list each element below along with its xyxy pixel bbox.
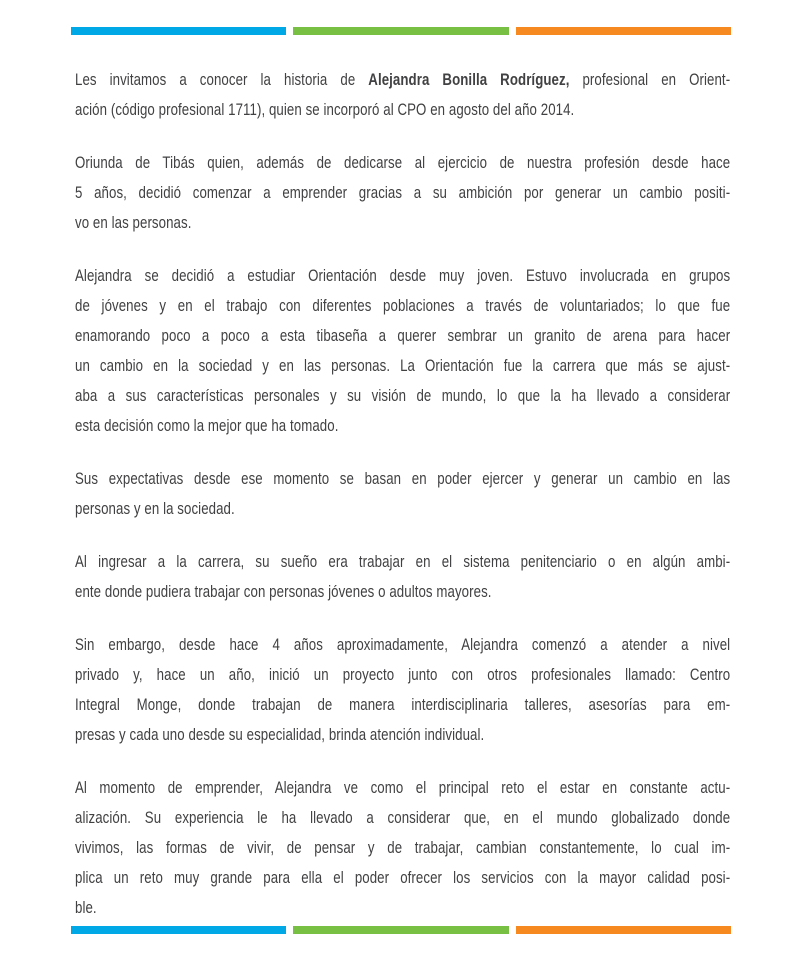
- text-segment: aba a sus características personales y su visión de mundo, lo que la ha llevado a considerar: [75, 386, 731, 405]
- bottom-divider-bars: [71, 926, 731, 934]
- text-segment: alización. Su experiencia le ha llevado a considerar que, en el mundo globalizado donde: [75, 808, 731, 827]
- text-segment: enamorando poco a poco a esta tibaseña a querer sembrar un granito de arena para hacer: [75, 326, 731, 345]
- text-line: [75, 178, 730, 208]
- text-line: [75, 660, 730, 690]
- text-segment: Al momento de emprender, Alejandra ve como el principal reto el estar en constante actu-: [75, 778, 731, 797]
- text-segment: de jóvenes y en el trabajo con diferentes poblaciones a través de voluntariados; lo que fue: [75, 296, 731, 315]
- text-line: [75, 148, 730, 178]
- text-line: [75, 381, 730, 411]
- article-paragraph-6: [75, 630, 730, 750]
- text-line: [75, 893, 730, 923]
- text-segment: vo en las personas.: [75, 213, 192, 232]
- top-divider-bars: [71, 27, 731, 35]
- text-line: [75, 351, 730, 381]
- text-line: [75, 291, 730, 321]
- divider-bar-blue: [71, 27, 286, 35]
- text-line: [75, 65, 730, 95]
- divider-bar-orange: [516, 27, 731, 35]
- text-segment: Les invitamos a conocer la historia de: [75, 70, 369, 89]
- text-line: [75, 95, 730, 125]
- divider-bar-blue: [71, 926, 286, 934]
- text-line: [75, 261, 730, 291]
- text-line: [75, 208, 730, 238]
- article-body: [75, 65, 730, 946]
- text-line: [75, 547, 730, 577]
- text-segment: 5 años, decidió comenzar a emprender gracias a su ambición por generar un cambio positi-: [75, 183, 731, 202]
- text-line: [75, 773, 730, 803]
- text-line: [75, 720, 730, 750]
- text-line: [75, 411, 730, 441]
- text-segment: Oriunda de Tibás quien, además de dedicarse al ejercicio de nuestra profesión desde hace: [75, 153, 731, 172]
- text-line: [75, 494, 730, 524]
- text-segment: plica un reto muy grande para ella el poder ofrecer los servicios con la mayor calidad posi-: [75, 868, 731, 887]
- text-segment: Al ingresar a la carrera, su sueño era trabajar en el sistema penitenciario o en algún ambi-: [75, 552, 731, 571]
- text-segment: esta decisión como la mejor que ha tomado.: [75, 416, 339, 435]
- article-paragraph-5: [75, 547, 730, 607]
- text-segment: vivimos, las formas de vivir, de pensar y de trabajar, cambian constantemente, lo cual im-: [75, 838, 731, 857]
- text-segment: personas y en la sociedad.: [75, 499, 235, 518]
- article-paragraph-1: [75, 65, 730, 125]
- article-paragraph-3: [75, 261, 730, 441]
- text-segment: ación (código profesional 1711), quien se incorporó al CPO en agosto del año 2014.: [75, 100, 575, 119]
- text-line: [75, 630, 730, 660]
- text-segment: profesional en Orient-: [569, 70, 731, 89]
- divider-bar-green: [293, 27, 508, 35]
- text-line: [75, 464, 730, 494]
- text-line: [75, 803, 730, 833]
- text-segment: Sus expectativas desde ese momento se basan en poder ejercer y generar un cambio en las: [75, 469, 731, 488]
- person-name: Alejandra Bonilla Rodríguez,: [368, 70, 570, 89]
- text-line: [75, 690, 730, 720]
- text-segment: ente donde pudiera trabajar con personas jóvenes o adultos mayores.: [75, 582, 492, 601]
- text-line: [75, 321, 730, 351]
- text-segment: Sin embargo, desde hace 4 años aproximadamente, Alejandra comenzó a atender a nivel: [75, 635, 731, 654]
- text-segment: Integral Monge, donde trabajan de manera interdisciplinaria talleres, asesorías para em-: [75, 695, 731, 714]
- article-paragraph-4: [75, 464, 730, 524]
- text-segment: Alejandra se decidió a estudiar Orientación desde muy joven. Estuvo involucrada en grupos: [75, 266, 731, 285]
- text-line: [75, 577, 730, 607]
- divider-bar-green: [293, 926, 508, 934]
- article-paragraph-7: [75, 773, 730, 923]
- text-segment: un cambio en la sociedad y en las personas. La Orientación fue la carrera que más se ajust-: [75, 356, 731, 375]
- text-segment: privado y, hace un año, inició un proyecto junto con otros profesionales llamado: Centro: [75, 665, 731, 684]
- divider-bar-orange: [516, 926, 731, 934]
- text-line: [75, 833, 730, 863]
- text-segment: presas y cada uno desde su especialidad, brinda atención individual.: [75, 725, 485, 744]
- article-paragraph-2: [75, 148, 730, 238]
- text-line: [75, 863, 730, 893]
- text-segment: ble.: [75, 898, 97, 917]
